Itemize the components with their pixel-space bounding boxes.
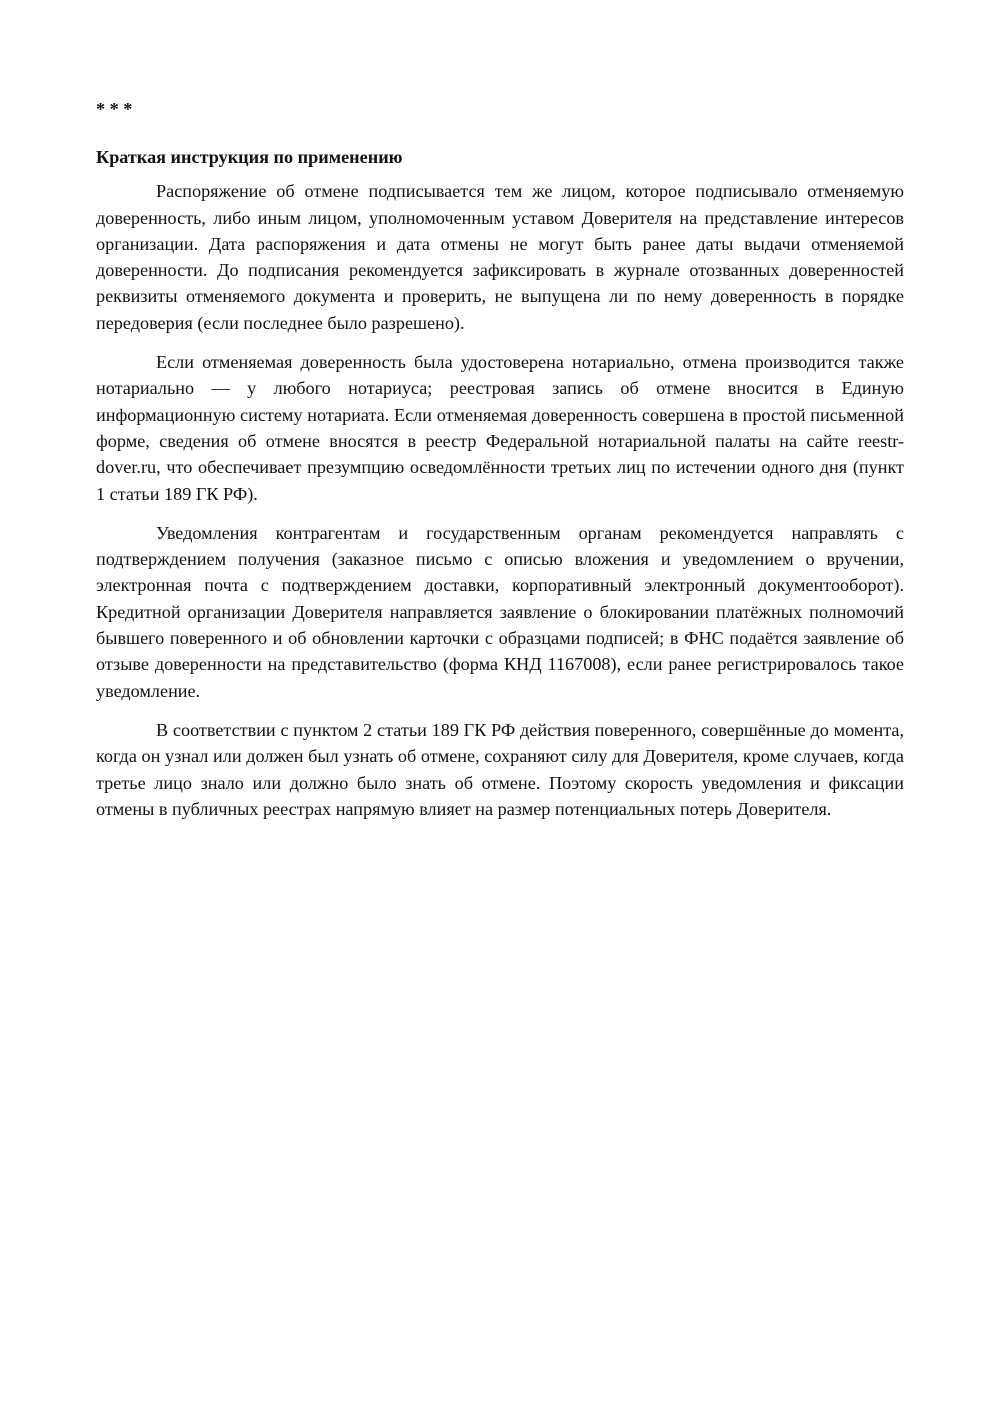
section-separator: * * * — [96, 99, 133, 119]
section-heading: Краткая инструкция по применению — [96, 147, 403, 167]
paragraph-notarial: Если отменяемая доверенность была удостоверена нотариально, отмена производится также нотариально — у любого нотариуса; реестровая запись об отмене вносится в Единую информационную систему нотариата. Если отменяемая доверенность совершена в простой письменной форме, сведения об отмене вносятся в реестр Федеральной нотариальной палаты на сайте reestr-dover.ru, что обеспечивает презумпцию осведомлённости третьих лиц по истечении одного дня (пункт 1 статьи 189 ГК РФ). — [96, 352, 904, 504]
paragraph-signing: Распоряжение об отмене подписывается тем же лицом, которое подписывало отменяемую доверенность, либо иным лицом, уполномоченным уставом Доверителя на представление интересов организации. Дата распоряжения и дата отмены не могут быть ранее даты выдачи отменяемой доверенности. До подписания рекомендуется зафиксировать в журнале отозванных доверенностей реквизиты отменяемого документа и проверить, не выпущена ли по нему доверенность в порядке передоверия (если последнее было разрешено). — [96, 181, 904, 333]
paragraph-notifications: Уведомления контрагентам и государственным органам рекомендуется направлять с подтверждением получения (заказное письмо с описью вложения и уведомлением о вручении, электронная почта с подтверждением доставки, корпоративный электронный документооборот). Кредитной организации Доверителя направляется заявление о блокировании платёжных полномочий бывшего поверенного и об обновлении карточки с образцами подписей; в ФНС подаётся заявление об отзыве доверенности на представительство (форма КНД 1167008), если ранее регистрировалось такое уведомление. — [96, 522, 904, 701]
document-page — [96, 96, 904, 835]
paragraph-legal-effect: В соответствии с пунктом 2 статьи 189 ГК РФ действия поверенного, совершённые до момента, когда он узнал или должен был узнать об отмене, сохраняют силу для Доверителя, кроме случаев, когда третье лицо знало или должно было знать об отмене. Поэтому скорость уведомления и фиксации отмены в публичных реестрах напрямую влияет на размер потенциальных потерь Доверителя. — [96, 719, 904, 819]
